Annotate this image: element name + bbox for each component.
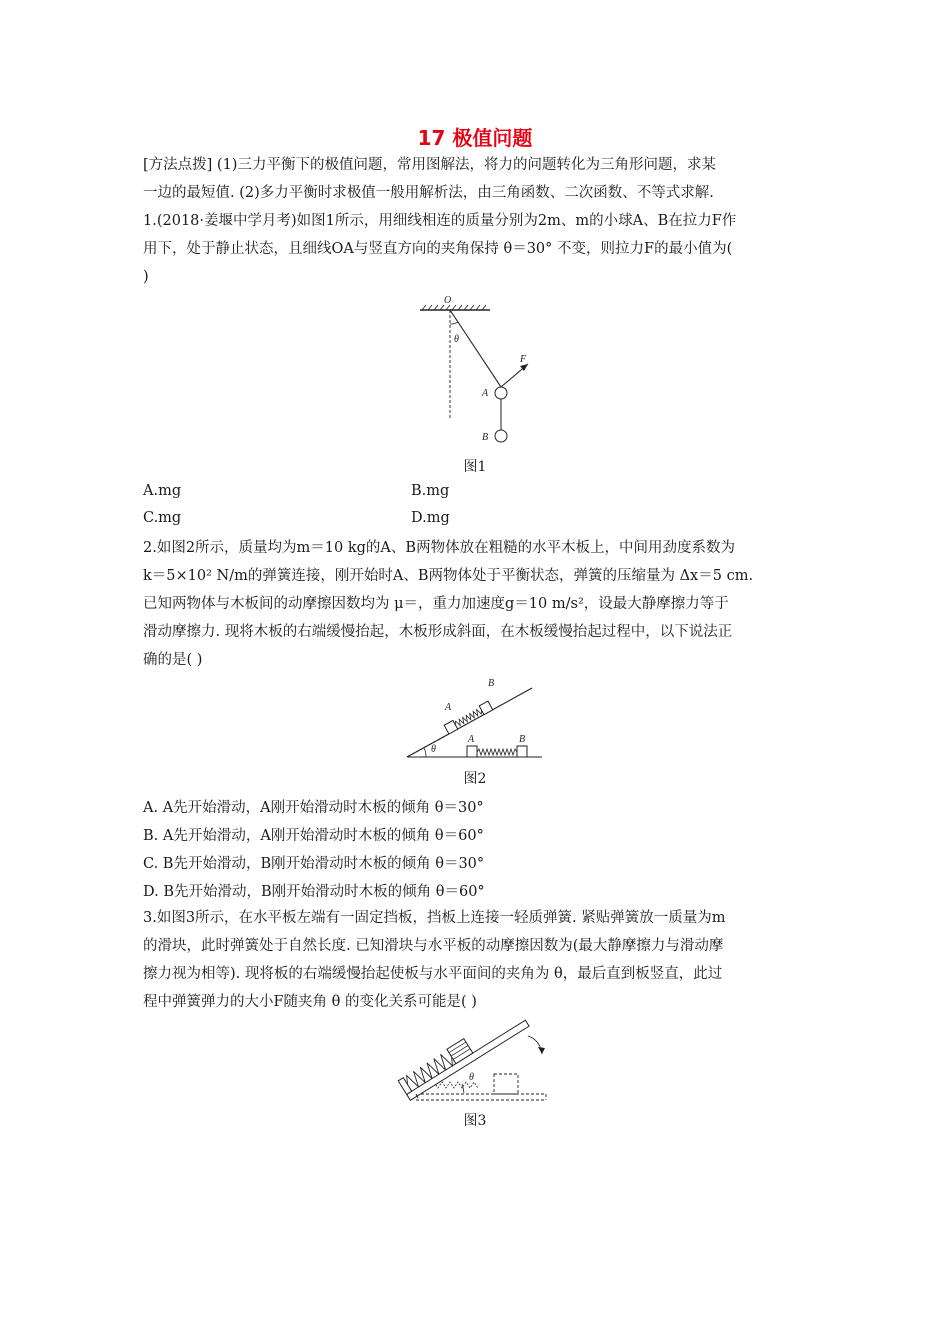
q1-line-2: 用下，处于静止状态，且细线OA与竖直方向的夹角保持 θ＝30° 不变，则拉力F的最小值为( xyxy=(143,241,733,257)
intro-line-1: [方法点拨] (1)三力平衡下的极值问题，常用图解法，将力的问题转化为三角形问题，求某 xyxy=(143,157,716,173)
q3-line-1: 3.如图3所示，在水平板左端有一固定挡板，挡板上连接一轻质弹簧. 紧贴弹簧放一质量为m xyxy=(143,910,726,926)
fig1-label-f: F xyxy=(520,354,527,365)
figure-2-caption: 图2 xyxy=(463,771,487,787)
fig1-label-theta: θ xyxy=(454,334,459,345)
figure-1-pendulum xyxy=(410,292,550,452)
fig2-label-theta: θ xyxy=(431,744,436,755)
page-title: 17 极值问题 xyxy=(417,126,533,150)
q1-option-d: D.mg xyxy=(411,510,450,526)
q3-line-4: 程中弹簧弹力的大小F随夹角 θ 的变化关系可能是( ) xyxy=(143,994,477,1010)
q3-line-2: 的滑块，此时弹簧处于自然长度. 已知滑块与水平板的动摩擦因数为(最大静摩擦力与滑动摩 xyxy=(143,938,724,954)
q2-line-5: 确的是( ) xyxy=(143,652,203,668)
q2-option-a: A. A先开始滑动，A刚开始滑动时木板的倾角 θ＝30° xyxy=(143,800,484,816)
q1-line-1: 1.(2018·姜堰中学月考)如图1所示，用细线相连的质量分别为2m、m的小球A、B在拉力F作 xyxy=(143,213,737,229)
q2-line-4: 滑动摩擦力. 现将木板的右端缓慢抬起，木板形成斜面，在木板缓慢抬起过程中，以下说法正 xyxy=(143,624,733,640)
q2-line-3: 已知两物体与木板间的动摩擦因数均为 μ＝，重力加速度g＝10 m/s²，设最大静摩擦力等于 xyxy=(143,596,729,612)
q2-option-d: D. B先开始滑动，B刚开始滑动时木板的倾角 θ＝60° xyxy=(143,884,485,900)
q1-option-b: B.mg xyxy=(411,483,450,499)
figure-1-caption: 图1 xyxy=(463,459,487,475)
q1-line-3: ) xyxy=(143,269,149,285)
fig2-label-a-flat: A xyxy=(468,734,475,745)
intro-line-2: 一边的最短值. (2)多力平衡时求极值一般用解析法，由三角函数、二次函数、不等式求解. xyxy=(143,185,714,201)
q2-option-c: C. B先开始滑动，B刚开始滑动时木板的倾角 θ＝30° xyxy=(143,856,485,872)
figure-3-caption: 图3 xyxy=(463,1113,487,1129)
figure-3-incline-spring xyxy=(396,1018,552,1106)
q2-line-2: k＝5×10² N/m的弹簧连接，刚开始时A、B两物体处于平衡状态，弹簧的压缩量为 Δx＝5 cm. xyxy=(143,568,754,584)
figure-2-incline xyxy=(404,670,546,762)
fig1-label-o: O xyxy=(444,295,452,306)
fig2-label-a-incline: A xyxy=(445,702,452,713)
fig1-label-b: B xyxy=(482,432,489,443)
fig2-label-b-incline: B xyxy=(488,678,495,689)
q1-option-a: A.mg xyxy=(143,483,182,499)
q3-line-3: 擦力视为相等). 现将板的右端缓慢抬起使板与水平面间的夹角为 θ，最后直到板竖直，此过 xyxy=(143,966,723,982)
fig3-label-theta: θ xyxy=(469,1072,474,1083)
q1-option-c: C.mg xyxy=(143,510,182,526)
fig2-label-b-flat: B xyxy=(519,734,526,745)
q2-line-1: 2.如图2所示，质量均为m＝10 kg的A、B两物体放在粗糙的水平木板上，中间用劲度系数为 xyxy=(143,540,736,556)
q2-option-b: B. A先开始滑动，A刚开始滑动时木板的倾角 θ＝60° xyxy=(143,828,484,844)
fig1-label-a: A xyxy=(482,388,489,399)
